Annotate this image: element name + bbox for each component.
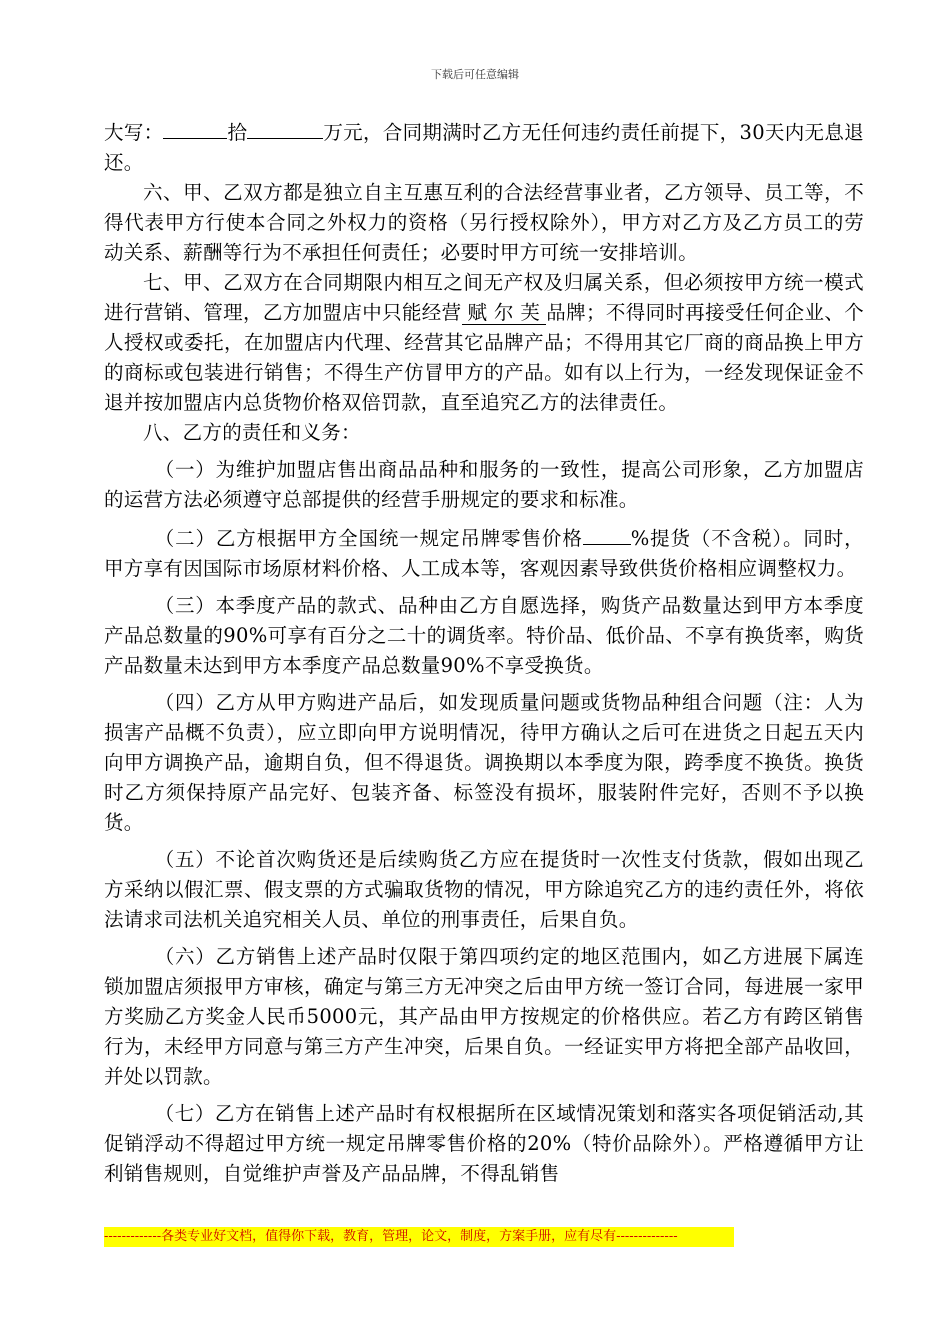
paragraph-sub-2 [104, 522, 864, 584]
paragraph-sub-4: （四）乙方从甲方购进产品后，如发现质量问题或货物品种组合问题（注：人为损害产品概不负责），应立即向甲方说明情况，待甲方确认之后可在进货之日起五天内向甲方调换产品，逾期自负，但不得退货。调换期以本季度为限，跨季度不换货。换货时乙方须保持原产品完好、包装齐备、标签没有损坏，服装附件完好，否则不予以换货。 [104, 691, 864, 834]
paragraph-sub-6: （六）乙方销售上述产品时仅限于第四项约定的地区范围内，如乙方进展下属连锁加盟店须报甲方审核，确定与第三方无冲突之后由甲方统一签订合同，每进展一家甲方奖励乙方奖金人民币5000元，其产品由甲方按规定的价格供应。若乙方有跨区销售行为，未经甲方同意与第三方产生冲突，后果自负。一经证实甲方将把全部产品收回，并处以罚款。 [104, 945, 864, 1088]
clause-7-text-b: 品牌；不得同时再接受任何企业、个人授权或委托，在加盟店内代理、经营其它品牌产品；不得用其它厂商的商品换上甲方的商标或包装进行销售；不得生产仿冒甲方的产品。如有以上行为，一经发现保证金不退并按加盟店内总货物价格双倍罚款，直至追究乙方的法律责任。 [104, 301, 864, 414]
blank-field-amount-tens [163, 116, 227, 139]
blank-field-amount-units [247, 116, 323, 139]
document-body [104, 116, 864, 1189]
blank-field-discount-percent [583, 522, 631, 545]
amount-text: 万元，合同期满时乙方无任何违约责任前提下，30天内无息退还。 [104, 121, 864, 174]
paragraph-sub-5: （五）不论首次购货还是后续购货乙方应在提货时一次性支付货款，假如出现乙方采纳以假汇票、假支票的方式骗取货物的情况，甲方除追究乙方的违约责任外，将依法请求司法机关追究相关人员、单位的刑事责任，后果自负。 [104, 848, 864, 931]
footer-ad-banner: -------------各类专业好文档，值得你下载，教育，管理，论文，制度，方案手册，应有尽有-------------- [104, 1227, 734, 1247]
page-header-note: 下载后可任意编辑 [431, 68, 519, 81]
brand-name-field: 赋 尔 芙 [462, 301, 547, 325]
paragraph-sub-1: （一）为维护加盟店售出商品品种和服务的一致性，提高公司形象，乙方加盟店的运营方法必须遵守总部提供的经营手册规定的要求和标准。 [104, 458, 864, 511]
sub-2-text-a: （二）乙方根据甲方全国统一规定吊牌零售价格 [154, 527, 583, 550]
clause-7-text-a: 七、甲、乙双方在合同期限内相互之间无产权及归属关系，但必须按甲方统一模式进行营销、管理，乙方加盟店中只能经营 [104, 271, 864, 324]
paragraph-clause-7 [104, 268, 864, 418]
amount-unit-ten: 拾 [227, 121, 248, 144]
paragraph-clause-8-heading: 八、乙方的责任和义务： [143, 421, 361, 444]
paragraph-clause-6: 六、甲、乙双方都是独立自主互惠互利的合法经营事业者，乙方领导、员工等，不得代表甲方行使本合同之外权力的资格（另行授权除外），甲方对乙方及乙方员工的劳动关系、薪酬等行为不承担任何责任；必要时甲方可统一安排培训。 [104, 181, 864, 264]
amount-label: 大写： [104, 121, 164, 144]
sub-2-text-b: %提货（不含税）。同时，甲方享有因国际市场原材料价格、人工成本等，客观因素导致供货价格相应调整权力。 [104, 527, 864, 580]
paragraph-sub-7: （七）乙方在销售上述产品时有权根据所在区域情况策划和落实各项促销活动,其促销浮动不得超过甲方统一规定吊牌零售价格的20%（特价品除外）。严格遵循甲方让利销售规则，自觉维护声誉及产品品牌，不得乱销售 [104, 1102, 864, 1185]
paragraph-deposit-amount [104, 116, 864, 178]
paragraph-sub-3: （三）本季度产品的款式、品种由乙方自愿选择，购货产品数量达到甲方本季度产品总数量的90%可享有百分之二十的调货率。特价品、低价品、不享有换货率，购货产品数量未达到甲方本季度产品总数量90%不享受换货。 [104, 594, 864, 677]
